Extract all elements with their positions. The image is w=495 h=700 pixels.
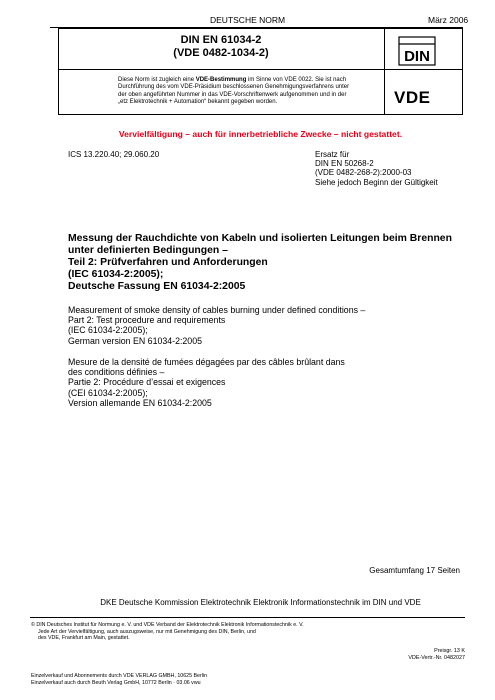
title-french-line: des conditions définies – [68,367,165,378]
total-pages: Gesamtumfang 17 Seiten [369,566,460,575]
din-logo-text: DIN [404,48,430,65]
document-number-din: DIN EN 61034-2 [180,34,262,46]
notice-text-2: im Sinne von VDE 0022. Sie ist nach [246,77,347,83]
notice-text-1: Diese Norm ist zugleich eine [118,77,196,83]
sales-info [31,673,381,686]
title-french-line: Partie 2: Procédure d’essai et exigences [68,377,226,388]
publication-date: März 2006 [428,15,469,25]
vde-logo: VDE [394,88,431,107]
dke-commission: DKE Deutsche Kommission Elektrotechnik Elektronik Informationstechnik im DIN und VDE [100,598,421,607]
notice-line: „etz Elektrotechnik + Automation“ bekannt gegeben worden. [118,98,278,105]
notice-line: der oben angeführten Nummer in das VDE-Vorschriftenwerk aufgenommen und in der [118,91,347,98]
logo-divider [384,29,385,114]
title-german-line: Deutsche Fassung EN 61034-2:2005 [68,281,246,292]
notice-highlight: VDE-Bestimmung [195,77,247,83]
sales-line: Einzelverkauf auch durch Beuth Verlag GmbH, 10772 Berlin · 03.06 vwu [31,679,201,686]
title-english-line: Part 2: Test procedure and requirements [68,315,226,326]
copyright-line: Jede Art der Vervielfältigung, auch auszugsweise, nur mit Genehmigung des DIN, Berlin, und [38,628,256,635]
title-french-line: (CEI 61034-2:2005); [68,387,148,398]
title-english-line: (IEC 61034-2:2005); [68,325,148,336]
title-english [68,305,463,346]
logo-rule [384,69,463,70]
sales-line: Einzelverkauf und Abonnements durch VDE VERLAG GMBH, 10625 Berlin [31,673,208,679]
vde-notice [118,77,380,106]
vde-sales-number: VDE-Vertr.-Nr. 0482027 [408,654,465,661]
price-info [390,648,465,661]
ics-codes: ICS 13.220.40; 29.060.20 [68,150,160,159]
copyright-line: des VDE, Frankfurt am Main, gestattet. [38,635,130,642]
din-logo-icon [398,36,436,66]
title-german [68,233,463,293]
replacement-info [315,150,438,187]
copyright-line: © DIN Deutsches Institut für Normung e. V. und VDE Verband der Elektrotechnik Elektronik Informationstechnik e. V. [31,622,304,628]
replacement-line: Siehe jedoch Beginn der Gültigkeit [315,177,438,187]
title-german-line: unter definierten Bedingungen – [68,245,228,256]
title-german-line: Messung der Rauchdichte von Kabeln und isolierten Leitungen beim Brennen [68,233,452,244]
notice-line: Durchführung des vom VDE-Präsidium beschlossenen Genehmigungsverfahrens unter [118,84,350,91]
title-french [68,357,463,408]
footer-rule [30,617,465,618]
reproduction-notice: Vervielfältigung – auch für innerbetriebliche Zwecke – nicht gestattet. [118,129,403,139]
replacement-line: Ersatz für [315,150,350,159]
title-german-line: Teil 2: Prüfverfahren und Anforderungen [68,257,268,268]
title-german-line: (IEC 61034-2:2005); [68,269,164,280]
price-group: Preisgr. 13 K [434,648,465,654]
norm-type: DEUTSCHE NORM [210,15,286,25]
title-rule [59,69,384,70]
document-number-vde: (VDE 0482-1034-2) [173,47,269,59]
title-french-line: Version allemande EN 61034-2:2005 [68,397,212,408]
title-french-line: Mesure de la densité de fumées dégagées par des câbles brûlant dans [68,357,345,367]
replacement-line: (VDE 0482-268-2):2000-03 [315,168,412,178]
title-english-line: Measurement of smoke density of cables burning under defined conditions – [68,305,366,315]
replacement-line: DIN EN 50268-2 [315,159,374,169]
copyright-notice [31,622,381,642]
title-english-line: German version EN 61034-2:2005 [68,335,202,346]
